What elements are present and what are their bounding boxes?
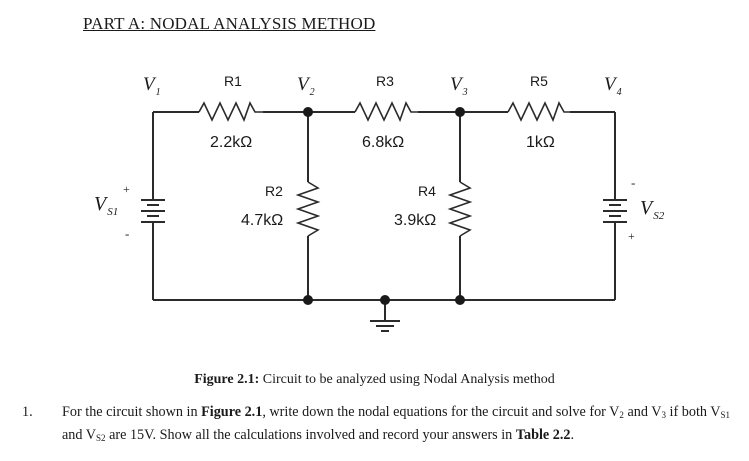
r5-name: R5 — [530, 73, 548, 89]
node-label-v2: $V_2$ — [297, 74, 315, 98]
r4-name: R4 — [418, 183, 436, 199]
figure-caption — [0, 372, 749, 388]
vs1-minus: - — [125, 226, 130, 241]
node-label-v1: $V_1$ — [143, 74, 161, 98]
ground-icon — [370, 321, 400, 331]
vs2-minus: - — [631, 175, 636, 190]
node-dot-v2 — [303, 107, 313, 117]
vs1-label: $V_{S1}$ — [94, 193, 119, 218]
resistor-r5 — [508, 103, 570, 120]
figure-caption-text: Circuit to be analyzed using Nodal Analysis method — [259, 372, 555, 387]
node-dot-bottom-ground — [380, 295, 390, 305]
source-vs1 — [141, 200, 165, 222]
vs2-plus: + — [628, 229, 635, 243]
r3-value: 6.8kΩ — [362, 134, 405, 151]
node-label-v3: $V_3$ — [450, 74, 468, 98]
vs2-label: $V_{S2}$ — [640, 197, 665, 222]
node-dot-v3 — [455, 107, 465, 117]
r5-value: 1kΩ — [526, 134, 555, 151]
r2-name: R2 — [265, 183, 283, 199]
question-text: For the circuit shown in Figure 2.1, write down the nodal equations for the circuit and solve for $V_2$ and $V_3$ if both $V_{S1}$ and $V_{S2}$ are 15V. Show all the calculations involved and record your answers in Table 2.2. — [62, 404, 731, 443]
resistor-r4 — [450, 182, 470, 236]
source-vs2 — [603, 200, 627, 222]
figure-caption-prefix: Figure 2.1: — [194, 372, 260, 387]
node-dot-bottom-r4 — [455, 295, 465, 305]
resistor-r2 — [298, 182, 318, 236]
node-dot-bottom-r2 — [303, 295, 313, 305]
r2-value: 4.7kΩ — [241, 212, 284, 229]
r1-value: 2.2kΩ — [210, 134, 253, 151]
r1-name: R1 — [224, 73, 242, 89]
resistor-r1 — [199, 103, 263, 120]
vs1-plus: + — [123, 182, 130, 196]
r4-value: 3.9kΩ — [394, 212, 437, 229]
r3-name: R3 — [376, 73, 394, 89]
question-number: 1. — [22, 404, 33, 420]
resistor-r3 — [355, 103, 418, 120]
node-label-v4: $V_4$ — [604, 74, 622, 98]
page-title: PART A: NODAL ANALYSIS METHOD — [83, 14, 376, 33]
